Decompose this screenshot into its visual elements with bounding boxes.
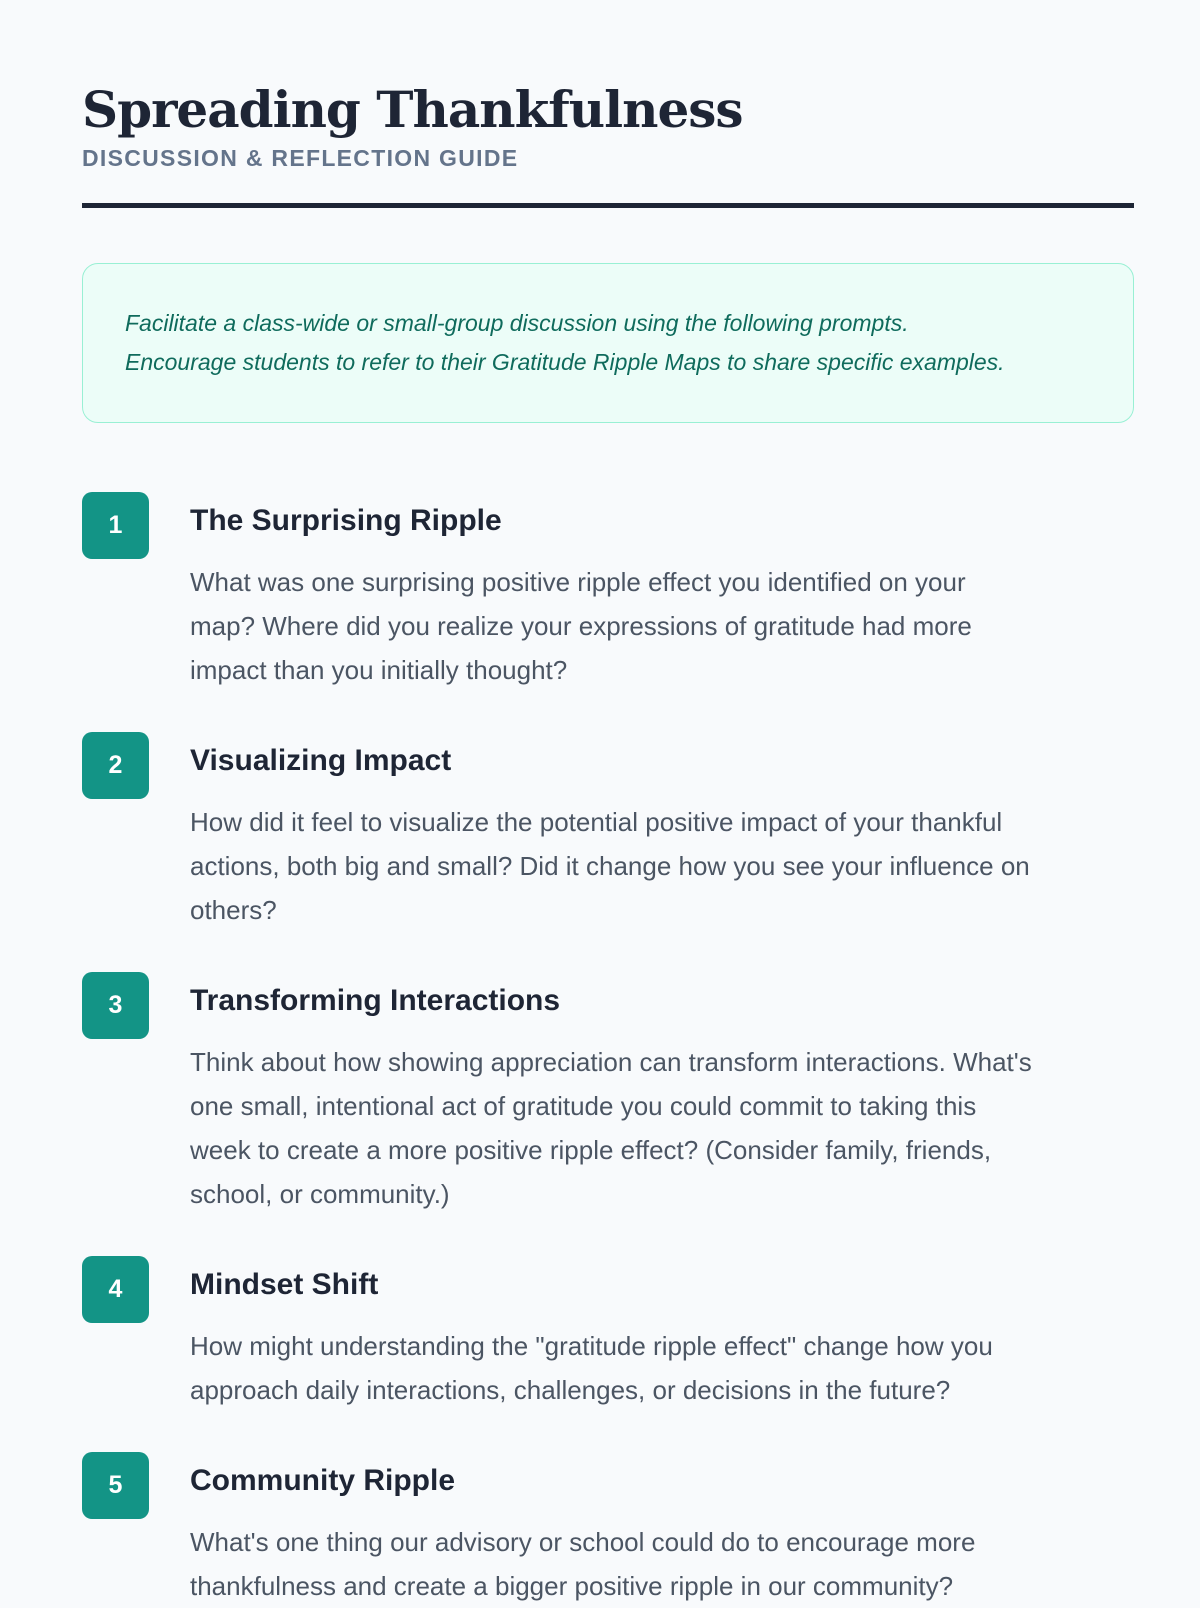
prompt-line: What was one surprising positive ripple effect you identified on your — [190, 567, 966, 597]
prompt-title: Visualizing Impact — [190, 744, 452, 777]
intro-callout — [82, 263, 1134, 423]
page-subtitle: DISCUSSION & REFLECTION GUIDE — [82, 145, 519, 171]
prompt-line: school, or community.) — [190, 1179, 450, 1209]
header-divider — [82, 203, 1134, 208]
intro-line: Encourage students to refer to their Gratitude Ripple Maps to share specific examples. — [125, 349, 1005, 375]
prompt-question — [190, 800, 1140, 932]
prompt-line: map? Where did you realize your expressions of gratitude had more — [190, 611, 972, 641]
prompt-number-badge: 5 — [82, 1452, 149, 1519]
prompt-title: The Surprising Ripple — [190, 504, 502, 537]
prompt-line: Think about how showing appreciation can transform interactions. What's — [190, 1047, 1032, 1077]
prompt-line: How did it feel to visualize the potential positive impact of your thankful — [190, 807, 1003, 837]
prompt-question — [190, 1520, 1140, 1608]
prompt-question — [190, 560, 1140, 692]
page-title: Spreading Thankfulness — [82, 80, 743, 139]
prompt-line: What's one thing our advisory or school could do to encourage more — [190, 1527, 976, 1557]
prompt-question — [190, 1324, 1140, 1412]
intro-text — [125, 304, 1093, 382]
prompt-number-badge: 2 — [82, 732, 149, 799]
intro-line: Facilitate a class-wide or small-group discussion using the following prompts. — [125, 310, 909, 336]
prompt-title: Mindset Shift — [190, 1268, 379, 1301]
prompt-line: actions, both big and small? Did it change how you see your influence on — [190, 851, 1030, 881]
prompt-line: one small, intentional act of gratitude you could commit to taking this — [190, 1091, 977, 1121]
prompt-line: thankfulness and create a bigger positive ripple in our community? — [190, 1571, 954, 1601]
prompt-line: approach daily interactions, challenges, or decisions in the future? — [190, 1375, 951, 1405]
prompt-title: Community Ripple — [190, 1464, 456, 1497]
prompt-line: impact than you initially thought? — [190, 655, 568, 685]
prompt-number-badge: 3 — [82, 972, 149, 1039]
prompt-number-badge: 4 — [82, 1256, 149, 1323]
prompt-question — [190, 1040, 1140, 1216]
prompt-line: How might understanding the "gratitude ripple effect" change how you — [190, 1331, 993, 1361]
prompt-line: others? — [190, 895, 277, 925]
prompt-number-badge: 1 — [82, 492, 149, 559]
prompt-line: week to create a more positive ripple effect? (Consider family, friends, — [190, 1135, 992, 1165]
prompt-title: Transforming Interactions — [190, 984, 561, 1017]
